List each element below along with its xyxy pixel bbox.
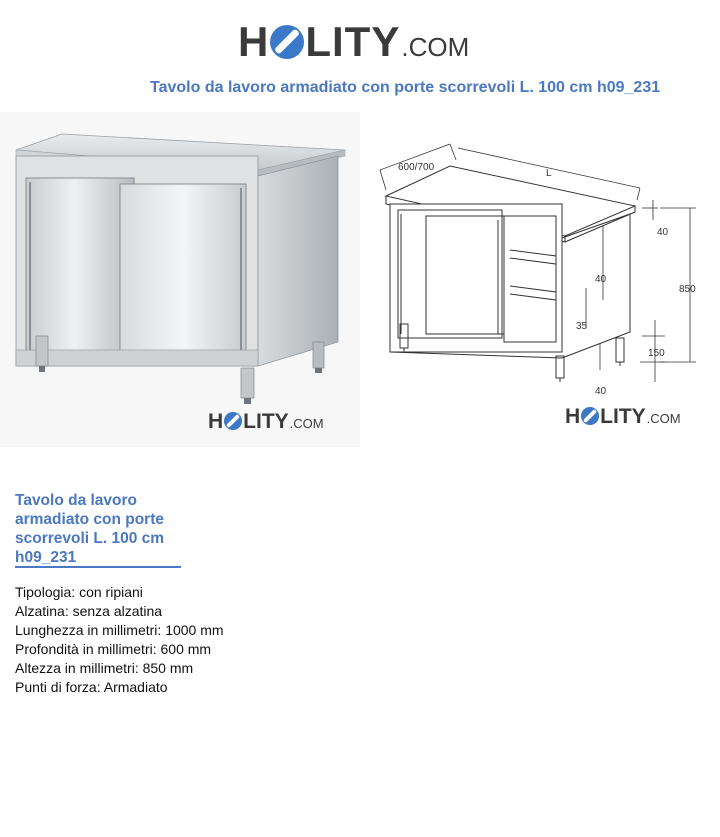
dim-bottom: 40 <box>595 386 607 397</box>
spec-value: senza alzatina <box>72 603 163 619</box>
spec-value: 600 mm <box>160 641 212 657</box>
spec-value: 850 mm <box>142 660 194 676</box>
dim-foot-height: 150 <box>648 348 665 359</box>
photo-watermark-logo <box>208 410 324 434</box>
spec-label: Tipologia <box>15 584 72 600</box>
logo-h: H <box>238 18 270 65</box>
photo-logo-com: .COM <box>289 416 324 431</box>
spec-row: Alzatina: senza alzatina <box>15 603 163 619</box>
spec-value: Armadiato <box>103 679 168 695</box>
spec-row: Profondità in millimetri: 600 mm <box>15 641 212 657</box>
spec-row: Tipologia: con ripiani <box>15 584 143 600</box>
photo-logo-o-icon <box>224 412 242 430</box>
logo-com: .COM <box>401 32 470 62</box>
title-underline <box>15 566 181 568</box>
spec-label: Profondità in millimetri <box>15 641 153 657</box>
page-title: Tavolo da lavoro armadiato con porte scorrevoli L. 100 cm h09_231 <box>150 79 661 96</box>
drawing-logo-com: .COM <box>646 411 681 426</box>
drawing-watermark-logo <box>565 405 681 429</box>
dim-height: 850 <box>679 284 696 295</box>
spec-label: Punti di forza <box>15 679 97 695</box>
drawing-logo-o-icon <box>581 407 599 425</box>
spec-label: Lunghezza in millimetri <box>15 622 158 638</box>
spec-row: Altezza in millimetri: 850 mm <box>15 660 194 676</box>
logo-o-icon <box>270 25 304 59</box>
spec-row: Lunghezza in millimetri: 1000 mm <box>15 622 224 638</box>
logo-lity: LITY <box>305 18 401 65</box>
dim-lower-gap: 35 <box>576 321 588 332</box>
photo-logo-h: H <box>208 410 224 433</box>
spec-list <box>15 583 224 697</box>
product-name: Tavolo da lavoro armadiato con porte scorrevoli L. 100 cm h09_231 <box>15 492 165 566</box>
technical-drawing <box>360 130 700 410</box>
product-photo <box>0 112 360 447</box>
drawing-logo-lity: LITY <box>600 405 646 428</box>
dim-top-thickness: 40 <box>657 227 669 238</box>
dim-length: L <box>546 168 552 179</box>
dim-upper-gap: 40 <box>595 274 607 285</box>
dim-depth: 600/700 <box>398 162 435 173</box>
spec-value: con ripiani <box>79 584 143 600</box>
holity-logo[interactable] <box>238 18 469 66</box>
spec-label: Alzatina <box>15 603 65 619</box>
spec-value: 1000 mm <box>165 622 224 638</box>
spec-label: Altezza in millimetri <box>15 660 135 676</box>
photo-logo-lity: LITY <box>243 410 289 433</box>
drawing-logo-h: H <box>565 405 581 428</box>
spec-row: Punti di forza: Armadiato <box>15 679 168 695</box>
